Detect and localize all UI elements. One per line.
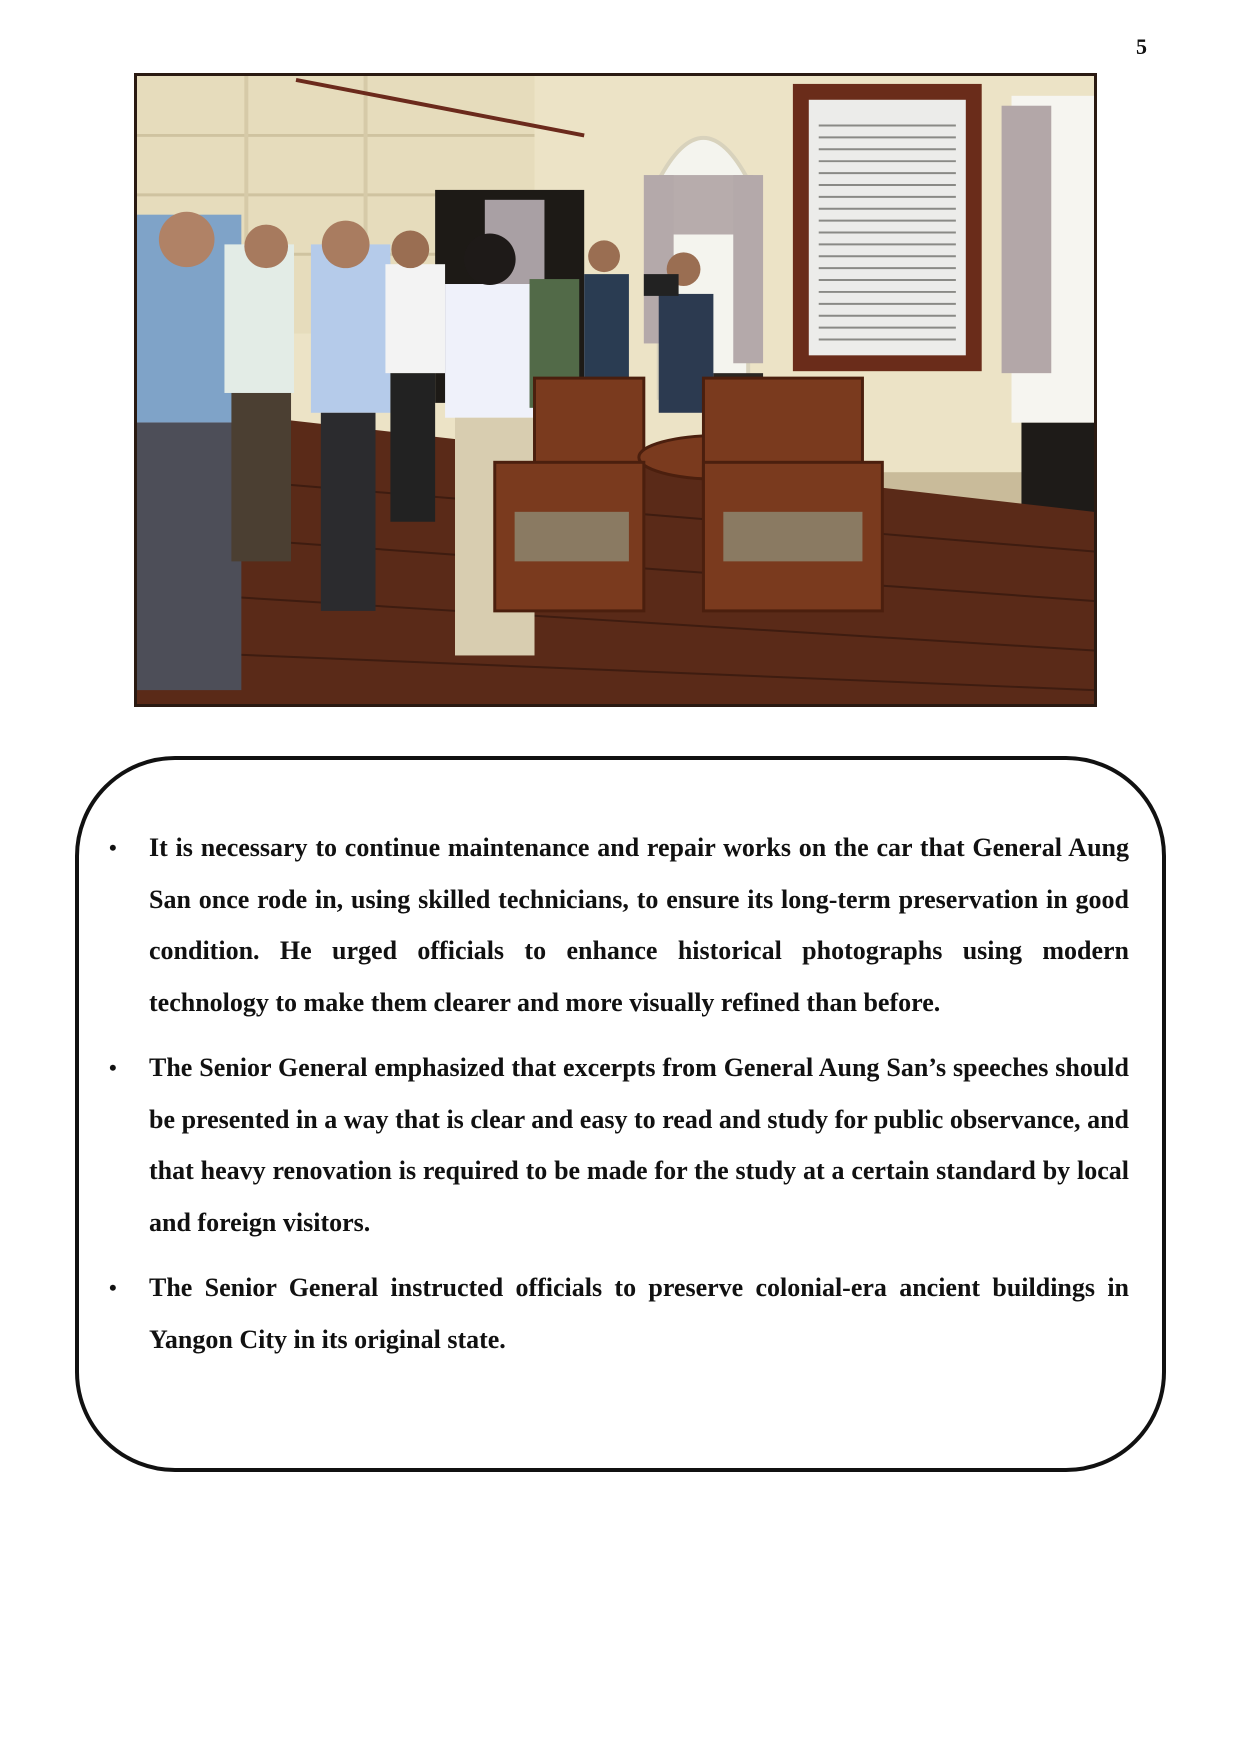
bullet-text: It is necessary to continue maintenance and repair works on the car that General Aung San once rode in, using skilled technicians, to ensure its long-term preservation in good condition. He urged officials to enhance historical photographs using modern technology to make them clearer and more visually refined than before.: [149, 833, 1129, 1017]
bullet-text: The Senior General emphasized that excerpts from General Aung San’s speeches should be presented in a way that is clear and easy to read and study for public observance, and that heavy renovation is required to be made for the study at a certain standard by local and foreign visitors.: [149, 1053, 1129, 1237]
bullet-symbol: •: [109, 835, 117, 860]
bullet-item: [109, 822, 1129, 1028]
text-panel: [75, 756, 1166, 1472]
visit-photo: [134, 73, 1097, 707]
page-number: 5: [1136, 34, 1147, 59]
bullet-symbol: •: [109, 1055, 117, 1080]
bullet-symbol: •: [109, 1275, 117, 1300]
room-illustration: [137, 76, 1094, 704]
bullet-item: [109, 1262, 1129, 1365]
bullet-text: The Senior General instructed officials to preserve colonial-era ancient buildings in Yangon City in its original state.: [149, 1273, 1129, 1354]
bullet-item: [109, 1042, 1129, 1248]
bullet-list: [109, 822, 1129, 1379]
